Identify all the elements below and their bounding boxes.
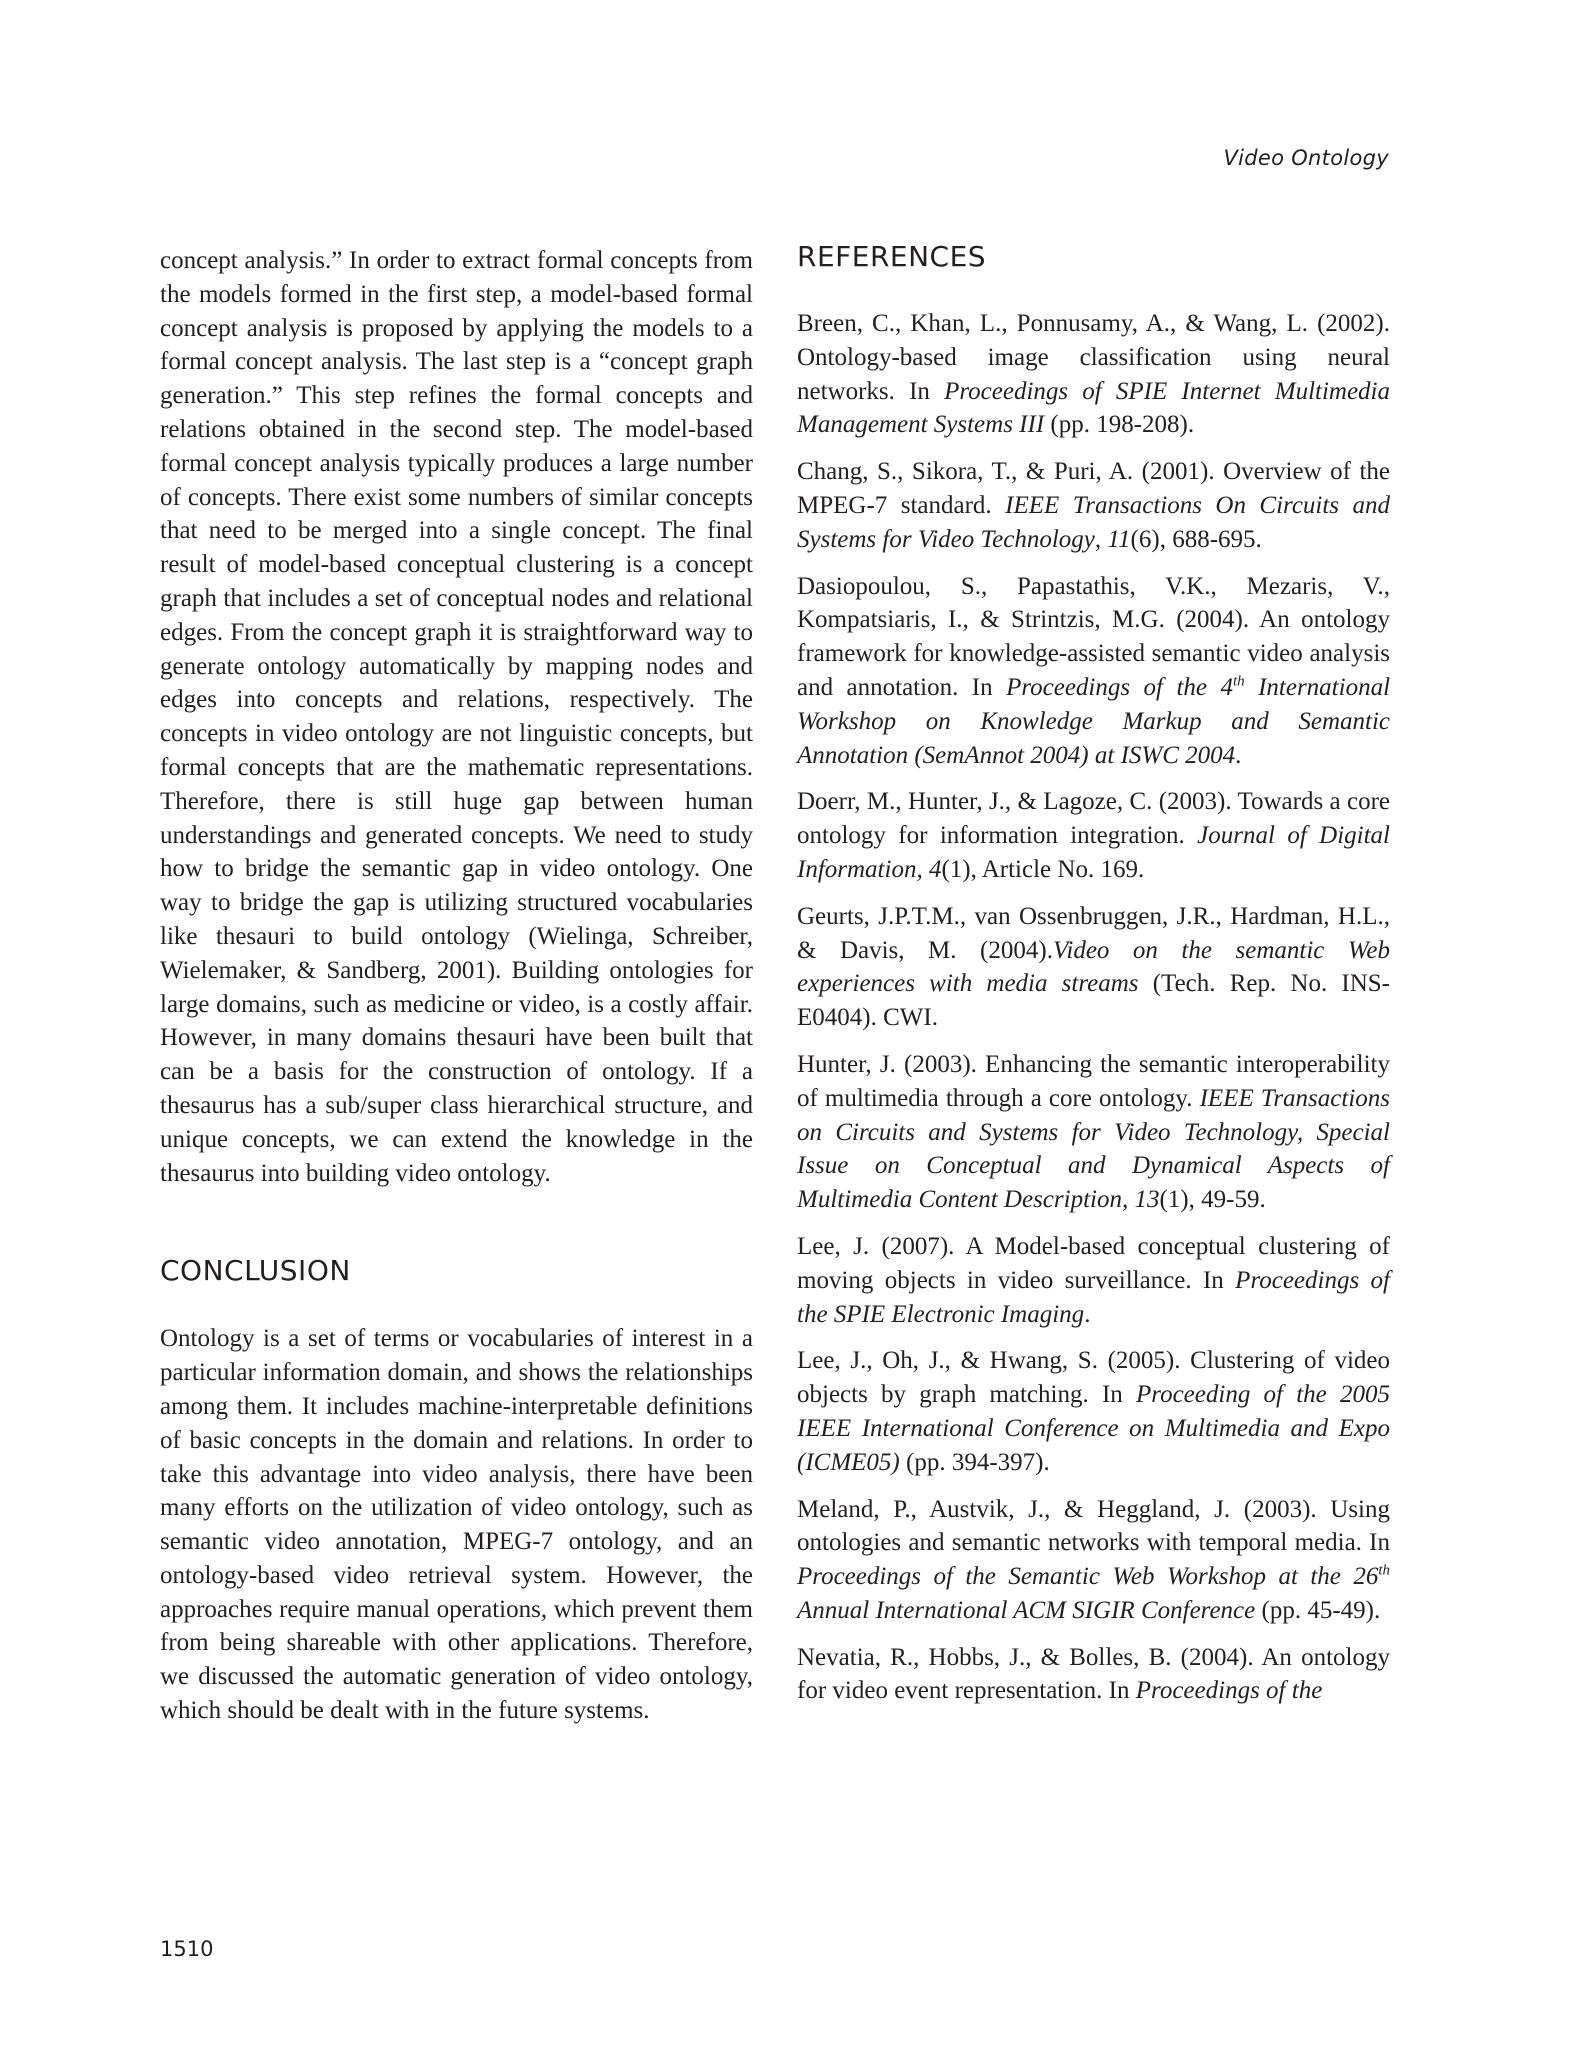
references-heading: REFERENCES (797, 240, 987, 273)
reference-entry: Breen, C., Khan, L., Ponnusamy, A., & Wang, L. (2002). Ontology-based image classification using neural networks. In Proceedings of SPIE Internet Multimedia Management Systems III (pp. 198-208). (797, 310, 1391, 439)
conclusion-heading: CONCLUSION (160, 1254, 351, 1288)
left-column (160, 244, 753, 1728)
reference-entry: Lee, J., Oh, J., & Hwang, S. (2005). Clustering of video objects by graph matching. In Proceeding of the 2005 IEEE International Conference on Multimedia and Expo (ICME05) (pp. 394-397). (797, 1347, 1391, 1476)
reference-entry: Lee, J. (2007). A Model-based conceptual clustering of moving objects in video surveillance. In Proceedings of the SPIE Electronic Imaging. (797, 1232, 1391, 1328)
running-head: Video Ontology (1223, 146, 1389, 170)
right-column (797, 240, 1390, 1721)
conclusion-paragraph: Ontology is a set of terms or vocabularies of interest in a particular information domain, and shows the relationships among them. It includes machine-interpretable definitions of basic concepts in the domain and relations. In order to take this advantage into video analysis, there have been many efforts on the utilization of video ontology, such as semantic video annotation, MPEG-7 ontology, and an ontology-based video retrieval system. However, the approaches require manual operations, which prevent them from being shareable with other applications. Therefore, we discussed the automatic generation of video ontology, which should be dealt with in the future systems. (160, 1325, 753, 1725)
reference-entry: Doerr, M., Hunter, J., & Lagoze, C. (2003). Towards a core ontology for information integration. Journal of Digital Information, 4(1), Article No. 169. (797, 788, 1390, 883)
reference-entry: Hunter, J. (2003). Enhancing the semantic interoperability of multimedia through a core ontology. IEEE Transactions on Circuits and Systems for Video Technology, Special Issue on Conceptual and Dynamical Aspects of Multimedia Content Description, 13(1), 49-59. (797, 1050, 1390, 1214)
reference-entry: Dasiopoulou, S., Papastathis, V.K., Mezaris, V., Kompatsiaris, I., & Strintzis, M.G. (2004). An ontology framework for knowledge-assisted semantic video analysis and annotation. In Proceedings of the 4th International Workshop on Knowledge Markup and Semantic Annotation (SemAnnot 2004) at ISWC 2004. (797, 572, 1391, 769)
reference-entry: Geurts, J.P.T.M., van Ossenbruggen, J.R., Hardman, H.L., & Davis, M. (2004).Video on the semantic Web experiences with media streams (Tech. Rep. No. INS-E0404). CWI. (797, 902, 1390, 1032)
reference-entry: Chang, S., Sikora, T., & Puri, A. (2001). Overview of the MPEG-7 standard. IEEE Transactions On Circuits and Systems for Video Technology, 11(6), 688-695. (797, 458, 1390, 553)
page-number: 1510 (160, 1937, 214, 1961)
reference-entry: Nevatia, R., Hobbs, J., & Bolles, B. (2004). An ontology for video event representation. In Proceedings of the (797, 1643, 1390, 1705)
body-paragraph: concept analysis.” In order to extract formal concepts from the models formed in the first step, a model-based formal concept analysis is proposed by applying the models to a formal concept analysis. The last step is a “concept graph generation.” This step refines the formal concepts and relations obtained in the second step. The model-based formal concept analysis typically produces a large number of concepts. There exist some numbers of similar concepts that need to be merged into a single concept. The final result of model-based conceptual clustering is a concept graph that includes a set of conceptual nodes and relational edges. From the concept graph it is straightforward way to generate ontology automatically by mapping nodes and edges into concepts and relations, respectively. The concepts in video ontology are not linguistic concepts, but formal concepts that are the mathematic representations. Therefore, there is still huge gap between human understandings and generated concepts. We need to study how to bridge the semantic gap in video ontology. One way to bridge the gap is utilizing structured vocabularies like thesauri to build ontology (Wielinga, Schreiber, Wielemaker, & Sandberg, 2001). Building ontologies for large domains, such as medicine or video, is a costly affair. However, in many domains thesauri have been built that can be a basis for the construction of ontology. If a thesaurus has a sub/super class hierarchical structure, and unique concepts, we can extend the knowledge in the thesaurus into building video ontology. (160, 247, 753, 1187)
reference-entry: Meland, P., Austvik, J., & Heggland, J. (2003). Using ontologies and semantic networks with temporal media. In Proceedings of the Semantic Web Workshop at the 26th Annual International ACM SIGIR Conference (pp. 45-49). (797, 1495, 1390, 1624)
